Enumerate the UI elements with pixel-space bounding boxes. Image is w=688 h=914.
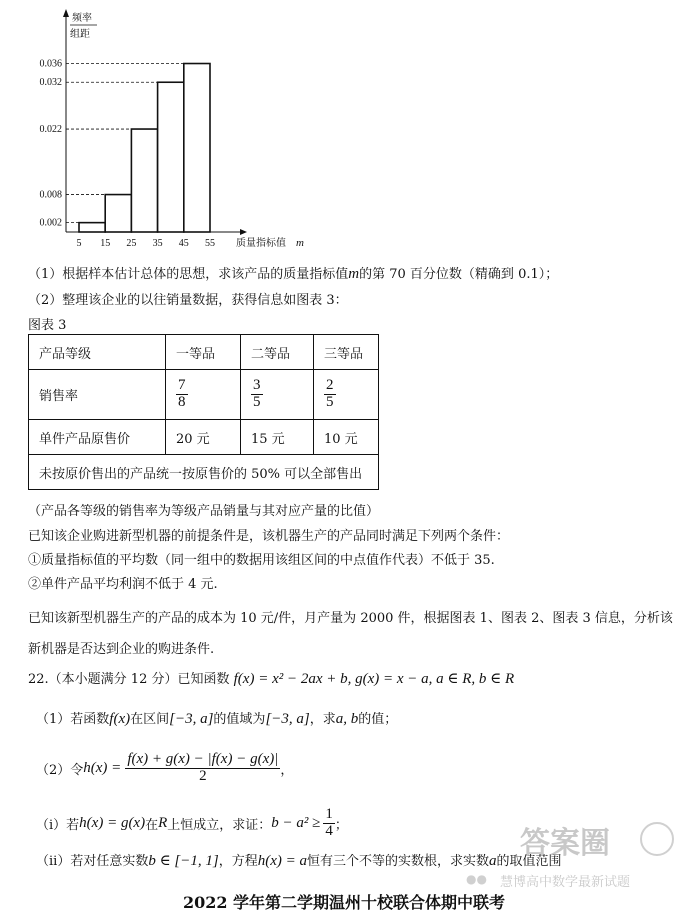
part-1-math: [−3, a] [169, 711, 214, 727]
table-row [29, 370, 379, 420]
question-1-text-end: 的第 70 百分位数（精确到 0.1）； [359, 267, 559, 282]
x-tick-label: 45 [178, 238, 189, 249]
x-tick-label: 5 [76, 238, 82, 249]
part-2-i-math: b − a² ≥ [271, 814, 321, 831]
footer-title: 2022 学年第二学期温州十校联合体期中联考 [182, 893, 506, 912]
x-tick-label: 35 [152, 238, 163, 249]
watermark-account: 慧博高中数学最新试题 [500, 875, 631, 890]
table-cell: 三等品 [314, 335, 379, 370]
table-cell: 10 元 [314, 420, 379, 455]
y-tick-label: 0.008 [39, 189, 62, 201]
histogram-bar [105, 195, 131, 232]
histogram-bar [158, 82, 184, 232]
watermark-text: 答案圈 [520, 826, 610, 861]
question-2: （2）整理该企业的以往销量数据，获得信息如图表 3： [28, 293, 348, 308]
histogram-chart [0, 0, 330, 255]
part-2-i-math: R [158, 814, 168, 831]
h-numerator: f(x) + g(x) − |f(x) − g(x)| [127, 751, 279, 767]
part-2-ii [36, 850, 562, 870]
part-2-i-text: （i）若 [36, 817, 80, 833]
y-tick-label: 0.002 [39, 217, 62, 229]
y-tick-label: 0.032 [39, 77, 62, 89]
part-2-ii-math: a [489, 853, 497, 869]
condition-2: ②单件产品平均利润不低于 4 元. [28, 577, 218, 592]
x-tick-label: 15 [100, 238, 111, 249]
rate-fraction: $\frac{3}{5}$ [253, 377, 261, 410]
h-denominator: 2 [199, 767, 207, 784]
question-1-variable: m [348, 266, 360, 282]
part-2-ii-math: h(x) = a [257, 853, 308, 869]
part-2-ii-text: （ii）若对任意实数 [36, 854, 149, 869]
part-2-text: （2）令 [36, 762, 84, 778]
table-caption: 图表 3 [28, 318, 67, 333]
condition-1: ①质量指标值的平均数（同一组中的数据用该组区间的中点值作代表）不低于 35. [28, 553, 495, 568]
table-cell [314, 370, 379, 420]
x-label-variable: m [296, 237, 304, 249]
part-1-text: ，求 [309, 712, 336, 727]
wechat-icon: ●● [466, 872, 487, 886]
table-cell: 单件产品原售价 [29, 420, 166, 455]
h-fraction [125, 752, 280, 785]
x-tick-label: 25 [126, 238, 137, 249]
part-2-i-text: 在 [145, 817, 159, 833]
part-1-math: f(x) [109, 711, 131, 727]
part-2-ii-math: b ∈ [−1, 1] [148, 853, 219, 869]
y-label-denominator: 组距 [70, 29, 90, 40]
part-2-i [36, 807, 348, 840]
table-footnote: （产品各等级的销售率为等级产品销量与其对应产量的比值） [28, 504, 380, 519]
grade-table [28, 334, 379, 490]
table-cell: 20 元 [166, 420, 241, 455]
y-tick-label: 0.036 [39, 58, 62, 70]
question-1 [28, 263, 558, 283]
histogram-bar [184, 64, 210, 232]
table-cell: 一等品 [166, 335, 241, 370]
part-2-math: h(x) = [83, 759, 122, 776]
part-1-text: 的值； [358, 712, 398, 727]
table-cell [241, 370, 314, 420]
y-label-numerator: 频率 [72, 13, 92, 24]
table-cell [166, 370, 241, 420]
quarter-fraction [323, 807, 335, 840]
question-1-text: （1）根据样本估计总体的思想，求该产品的质量指标值 [28, 267, 349, 282]
rate-fraction: $\frac{7}{8}$ [178, 377, 186, 410]
part-2-text: ， [280, 762, 294, 778]
problem-22-title: 22.（本小题满分 12 分）已知函数 [28, 672, 230, 687]
table-row [29, 335, 379, 370]
part-2-i-math: h(x) = g(x) [79, 814, 146, 831]
part-2-ii-text: ，方程 [218, 854, 258, 869]
part-2-i-text: 上恒成立，求证： [167, 817, 272, 833]
table-cell: 15 元 [241, 420, 314, 455]
part-1-text: 的值域为 [213, 712, 266, 727]
watermark-logo-icon [640, 822, 674, 856]
fraction-numerator: 1 [325, 806, 333, 822]
x-axis-arrow [240, 229, 247, 235]
table-row [29, 420, 379, 455]
rate-fraction: $\frac{2}{5}$ [326, 377, 334, 410]
part-2-i-text: ； [334, 817, 348, 833]
x-tick-label: 55 [205, 238, 215, 249]
conditions-intro: 已知该企业购进新型机器的前提条件是，该机器生产的产品同时满足下列两个条件： [28, 529, 510, 544]
histogram-bar [131, 129, 157, 232]
y-axis-arrow [63, 9, 69, 17]
problem-22-functions: f(x) = x² − 2ax + b, g(x) = x − a, a ∈ R, b ∈ R [233, 671, 515, 687]
part-1 [36, 708, 397, 728]
x-label-text: 质量指标值 [236, 238, 286, 249]
part-2 [36, 752, 293, 785]
table-cell: 销售率 [29, 370, 166, 420]
table-note: 未按原价售出的产品统一按原售价的 50% 可以全部售出 [29, 455, 379, 490]
table-cell: 产品等级 [29, 335, 166, 370]
paragraph-line-1: 已知该新型机器生产的产品的成本为 10 元/件，月产量为 2000 件，根据图表 1、图表 2、图表 3 信息，分析该 [28, 611, 673, 626]
part-1-text: （1）若函数 [36, 712, 110, 727]
part-1-text: 在区间 [130, 712, 170, 727]
part-2-ii-text: 恒有三个不等的实数根，求实数 [307, 854, 490, 869]
problem-22-header [28, 668, 514, 688]
part-1-math: a, b [335, 711, 359, 727]
y-tick-label: 0.022 [39, 124, 62, 136]
part-1-math: [−3, a] [265, 711, 310, 727]
fraction-denominator: 4 [325, 822, 333, 839]
paragraph-line-2: 新机器是否达到企业的购进条件. [28, 642, 215, 657]
histogram-bar [79, 223, 105, 232]
table-cell: 二等品 [241, 335, 314, 370]
table-row [29, 455, 379, 490]
part-2-ii-text: 的取值范围 [496, 854, 562, 869]
